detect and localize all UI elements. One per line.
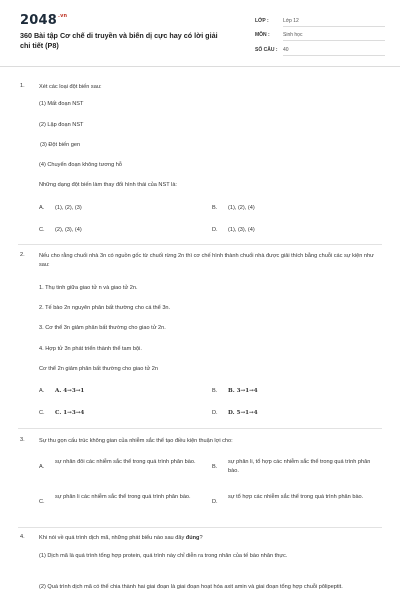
site-logo[interactable] <box>20 13 67 28</box>
document-title: 360 Bài tập Cơ chế di truyền và biến dị cực hay có lời giải chi tiết (P8) <box>20 31 218 50</box>
statement-item: 4. Hợp tử 3n phát triển thành thể tam bội. <box>39 346 142 352</box>
option-c[interactable]: C. C. 1→3→4 <box>39 410 85 416</box>
option-c[interactable]: C. (2), (3), (4) <box>39 227 82 233</box>
option-b[interactable]: B. sự phân li, tổ hợp các nhiễm sắc thể trong quá trình phân bào. <box>212 459 371 474</box>
option-d[interactable]: D. D. 5→1→4 <box>212 410 258 416</box>
question-divider <box>18 428 382 429</box>
statement-item: (1) Mất đoạn NST <box>39 101 84 107</box>
question-stem: Sự thu gọn cấu trúc không gian của nhiễm sắc thể tạo điều kiện thuận lợi cho: <box>39 438 233 444</box>
question-2 <box>20 252 382 272</box>
question-number: 4. <box>20 534 25 540</box>
option-a[interactable]: A. (1), (2), (3) <box>39 205 82 211</box>
class-label: LỚP : <box>255 18 269 24</box>
question-stem: Nếu cho rằng chuối nhà 3n có nguồn gốc từ chuối rừng 2n thì cơ chế hình thành chuối nhà được giải thích bằng chuỗi các sự kiện như sau: <box>39 253 374 268</box>
statement-item: (2) Quá trình dịch mã có thể chia thành hai giai đoạn là giai đoạn hoạt hóa axit amin và giai đoạn tổng hợp chuỗi pôlipeptit. <box>39 584 343 590</box>
statement-item: 3. Cơ thể 3n giảm phân bất thường cho giao tử 2n. <box>39 325 166 331</box>
divider <box>283 40 385 41</box>
count-label: SỐ CÂU : <box>255 47 278 53</box>
option-d[interactable]: D. (1), (3), (4) <box>212 227 255 233</box>
question-number: 2. <box>20 252 25 258</box>
divider <box>283 26 385 27</box>
question-number: 3. <box>20 437 25 443</box>
statement-item: (1) Dịch mã là quá trình tổng hợp protein, quá trình này chỉ diễn ra trong nhân của tế bào nhân thực. <box>39 553 288 559</box>
option-c[interactable]: C. sự phân li các nhiễm sắc thể trong quá trình phân bào. <box>39 494 191 505</box>
option-b[interactable]: B. B. 3→1→4 <box>212 388 258 394</box>
count-value: 40 <box>283 47 289 53</box>
statement-item: Những dạng đột biến làm thay đổi hình thái của NST là: <box>39 182 177 188</box>
statement-item: (3) Đột biến gen <box>40 142 81 148</box>
option-a[interactable]: A. A. 4→3→1 <box>39 388 85 394</box>
statement-item: Cơ thể 2n giảm phân bất thường cho giao tử 2n <box>39 366 159 372</box>
statement-item: (4) Chuyển đoạn không tương hỗ <box>39 162 122 168</box>
divider <box>283 55 385 56</box>
question-stem: Xét các loại đột biến sau: <box>39 84 102 90</box>
logo-suffix: .vn <box>57 13 68 19</box>
statement-item: (2) Lặp đoạn NST <box>39 122 84 128</box>
logo-text: 2048 <box>20 13 57 28</box>
option-b[interactable]: B. (1), (2), (4) <box>212 205 255 211</box>
subject-label: MÔN : <box>255 32 270 38</box>
question-stem: Khi nói về quá trình dịch mã, những phát biểu nào sau đây đúng? <box>39 535 203 541</box>
question-divider <box>18 527 382 528</box>
statement-item: 2. Tế bào 2n nguyên phân bất thường cho cá thể 3n. <box>39 305 171 311</box>
document-header <box>0 0 400 67</box>
question-divider <box>18 244 382 245</box>
subject-value: Sinh học <box>283 32 303 38</box>
question-number: 1. <box>20 83 25 89</box>
emphasis-text: đúng <box>185 535 200 541</box>
option-a[interactable]: A. sự nhân đôi các nhiễm sắc thể trong quá trình phân bào. <box>39 459 196 470</box>
statement-item: 1. Thụ tinh giữa giao tử n và giao tử 2n. <box>39 285 138 291</box>
option-d[interactable]: D. sự tổ hợp các nhiễm sắc thể trong quá trình phân bào. <box>212 494 364 505</box>
class-value: Lớp 12 <box>283 18 299 24</box>
